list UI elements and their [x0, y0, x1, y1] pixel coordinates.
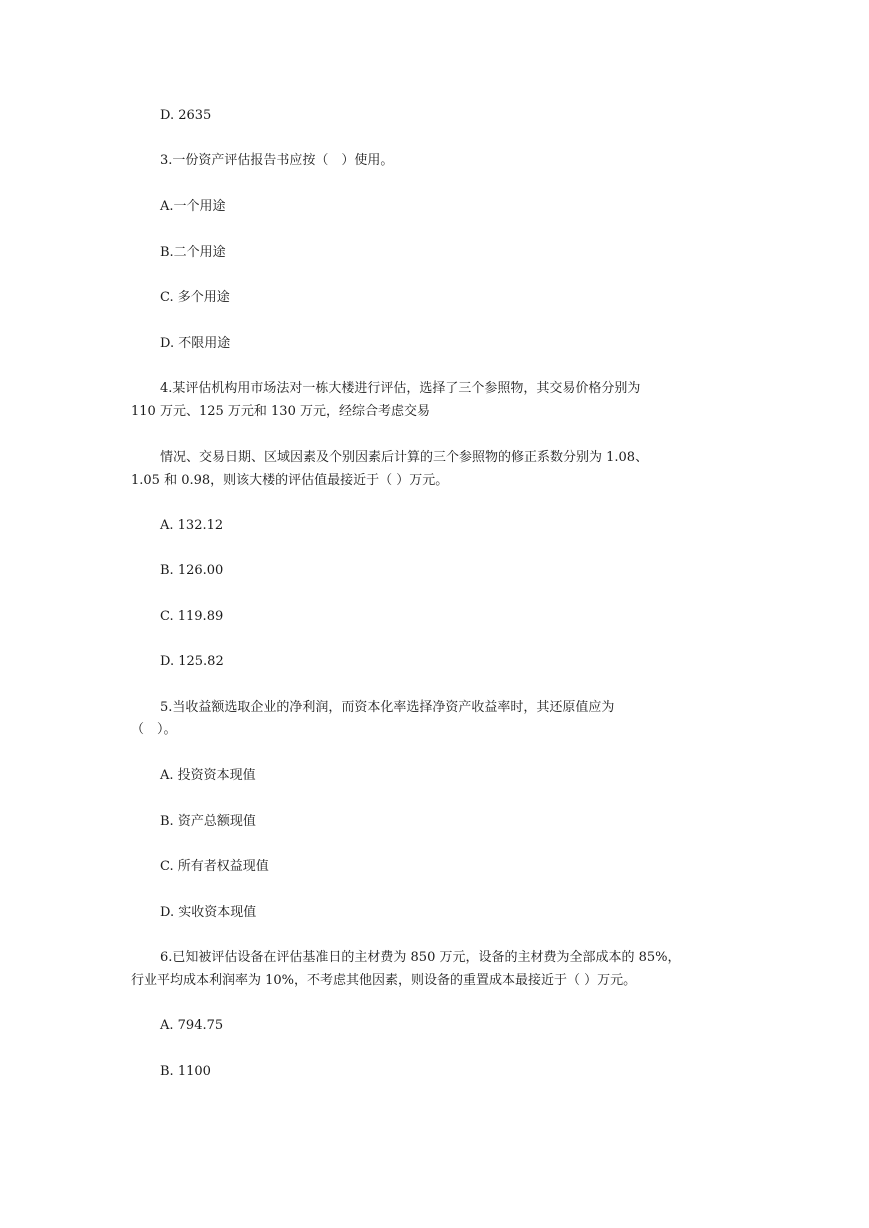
q3-option-a: A.一个用途	[160, 199, 226, 214]
q6-option-b: B. 1100	[160, 1064, 211, 1079]
q5-option-d: D. 实收资本现值	[160, 905, 257, 920]
q6-stem-line-1: 6.已知被评估设备在评估基准日的主材费为 850 万元，设备的主材费为全部成本的 85%，	[160, 950, 681, 965]
q4-stem-line-4: 1.05 和 0.98，则该大楼的评估值最接近于（ ）万元。	[131, 473, 449, 488]
q3-option-d: D. 不限用途	[160, 336, 231, 351]
q4-stem-line-1: 4.某评估机构用市场法对一栋大楼进行评估，选择了三个参照物，其交易价格分别为	[160, 381, 641, 396]
q5-stem-line-1: 5.当收益额选取企业的净利润，而资本化率选择净资产收益率时，其还原值应为	[160, 700, 615, 715]
q4-stem-line-3: 情况、交易日期、区域因素及个别因素后计算的三个参照物的修正系数分别为 1.08、	[160, 450, 649, 465]
q5-stem-line-2: （ ）。	[131, 722, 177, 737]
q5-option-b: B. 资产总额现值	[160, 814, 256, 829]
q2-option-d: D. 2635	[160, 108, 212, 123]
q4-stem-line-2: 110 万元、125 万元和 130 万元，经综合考虑交易	[131, 404, 430, 419]
q5-option-c: C. 所有者权益现值	[160, 859, 269, 874]
q4-option-c: C. 119.89	[160, 609, 224, 624]
q4-option-b: B. 126.00	[160, 563, 224, 578]
q4-option-d: D. 125.82	[160, 654, 224, 669]
q6-stem-line-2: 行业平均成本利润率为 10%，不考虑其他因素，则设备的重置成本最接近于（ ）万元。	[131, 973, 637, 988]
q3-stem: 3.一份资产评估报告书应按（ ）使用。	[160, 153, 394, 168]
q6-option-a: A. 794.75	[160, 1018, 224, 1033]
q4-option-a: A. 132.12	[160, 518, 224, 533]
q3-option-b: B.二个用途	[160, 245, 226, 260]
q3-option-c: C. 多个用途	[160, 290, 230, 305]
q5-option-a: A. 投资资本现值	[160, 768, 256, 783]
